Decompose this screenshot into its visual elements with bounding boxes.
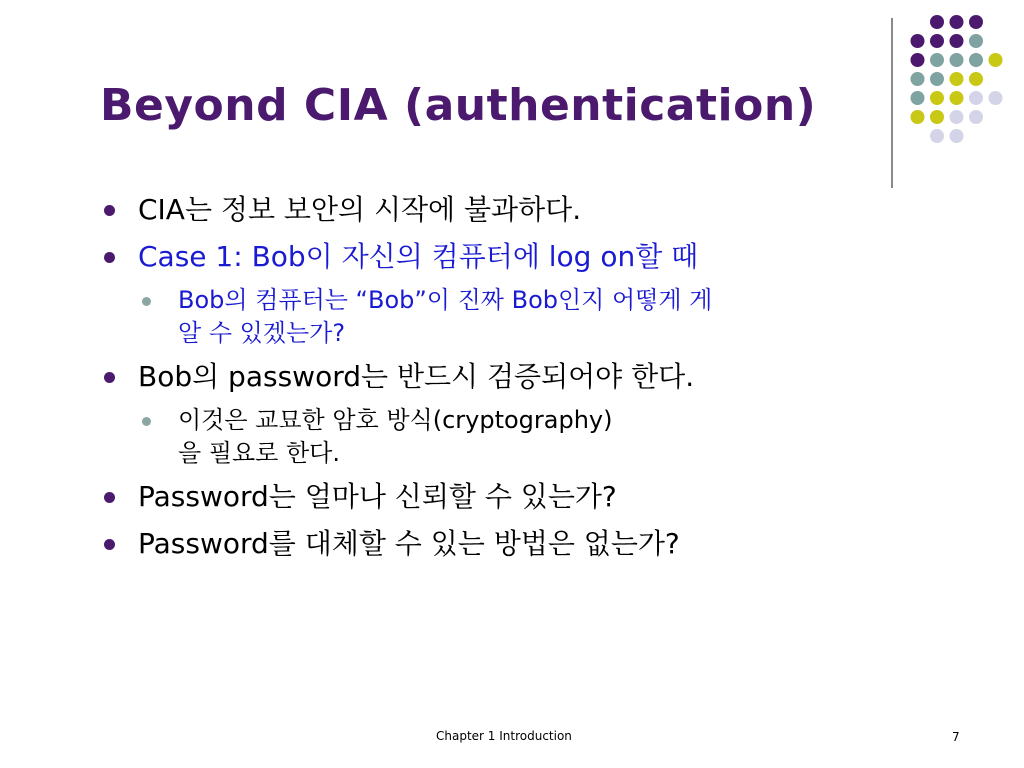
sub-bullet-cryptography: [102, 404, 982, 470]
sub-bullet-line: 을 필요로 한다.: [178, 439, 340, 467]
decorative-dot: [950, 15, 964, 29]
bullet-password-verify: Bob의 password는 반드시 검증되어야 한다.: [102, 357, 982, 397]
decorative-dot: [969, 34, 983, 48]
slide-footer: Chapter 1 Introduction: [436, 729, 572, 743]
decorative-dot: [969, 53, 983, 67]
decorative-dot: [950, 34, 964, 48]
decorative-dot: [969, 72, 983, 86]
decorative-dot: [950, 91, 964, 105]
decorative-dot: [989, 53, 1003, 67]
decorative-dot: [950, 72, 964, 86]
decorative-dot: [930, 34, 944, 48]
decorative-dot: [930, 72, 944, 86]
bullet-password-trust: Password는 얼마나 신뢰할 수 있는가?: [102, 477, 982, 517]
sub-bullet-line: 이것은 교묘한 암호 방식(cryptography): [178, 406, 613, 434]
decorative-dot: [950, 110, 964, 124]
slide-title: Beyond CIA (authentication): [100, 80, 817, 131]
decorative-dot: [911, 91, 925, 105]
decorative-dot: [950, 53, 964, 67]
title-divider-line: [891, 18, 893, 188]
decorative-dot: [911, 53, 925, 67]
decorative-dot: [989, 91, 1003, 105]
bullet-cia-intro: CIA는 정보 보안의 시작에 불과하다.: [102, 190, 982, 230]
decorative-dot: [930, 91, 944, 105]
decorative-dot: [969, 110, 983, 124]
decorative-dot: [930, 15, 944, 29]
sub-bullet-line: 알 수 있겠는가?: [178, 319, 346, 347]
decorative-dot: [911, 110, 925, 124]
decorative-dot: [930, 53, 944, 67]
page-number: 7: [952, 730, 960, 744]
sub-bullet-line: Bob의 컴퓨터는 “Bob”이 진짜 Bob인지 어떻게 게: [178, 286, 713, 314]
decorative-dot: [930, 129, 944, 143]
decorative-dot: [930, 110, 944, 124]
sub-bullet-bob-identity: [102, 284, 982, 350]
decorative-dot-grid: [0, 0, 1024, 200]
decorative-dot: [950, 129, 964, 143]
decorative-dot: [969, 91, 983, 105]
decorative-dot: [911, 72, 925, 86]
decorative-dot: [911, 34, 925, 48]
bullet-password-alternative: Password를 대체할 수 있는 방법은 없는가?: [102, 524, 982, 564]
bullet-case-1: Case 1: Bob이 자신의 컴퓨터에 log on할 때: [102, 237, 982, 277]
decorative-dot: [969, 15, 983, 29]
slide-body: [102, 190, 982, 571]
